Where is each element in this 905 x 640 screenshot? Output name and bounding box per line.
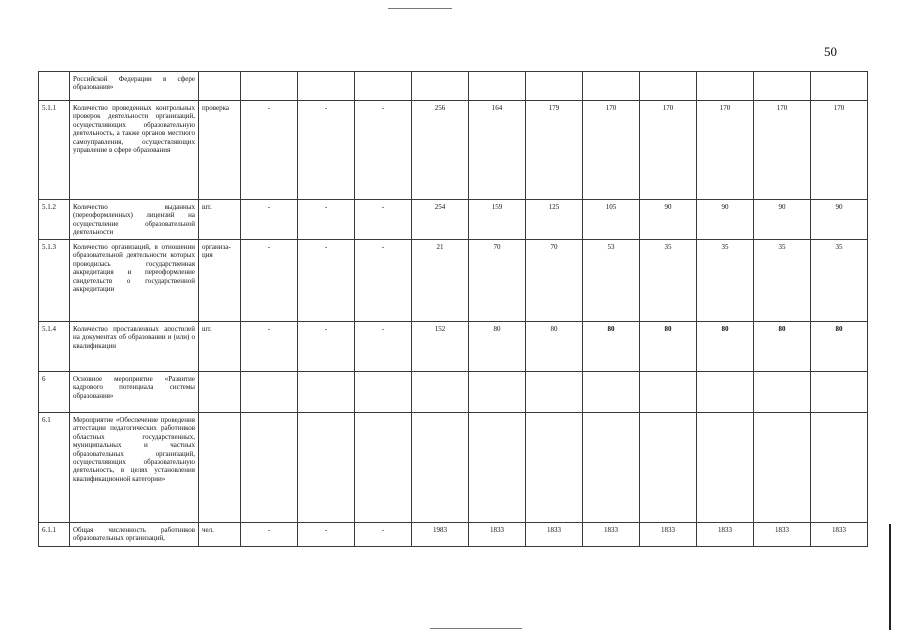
- value-cell: [298, 413, 355, 523]
- unit-cell: [199, 72, 241, 101]
- value-cell: [469, 372, 526, 413]
- scan-artifact-right-edge: [889, 524, 891, 630]
- table-body: [39, 72, 868, 547]
- table-row: [39, 101, 868, 200]
- value-cell: -: [298, 200, 355, 240]
- value-cell: [412, 413, 469, 523]
- row-number-cell: 6.1.1: [39, 523, 70, 547]
- unit-cell: проверка: [199, 101, 241, 200]
- value-cell: [526, 72, 583, 101]
- scan-artifact-line-top: [388, 8, 452, 9]
- value-cell: -: [298, 322, 355, 372]
- value-cell: 90: [640, 200, 697, 240]
- value-cell: [640, 413, 697, 523]
- value-cell: [298, 372, 355, 413]
- value-cell: 170: [640, 101, 697, 200]
- value-cell: [583, 72, 640, 101]
- indicator-name-cell: Количество проставленных апостилей на документах об образовании и (или) о квалификации: [70, 322, 199, 372]
- value-cell: 80: [754, 322, 811, 372]
- row-number-cell: 6.1: [39, 413, 70, 523]
- value-cell: -: [241, 240, 298, 322]
- value-cell: [754, 72, 811, 101]
- indicator-name-cell: Общая численность работников образовательных организаций,: [70, 523, 199, 547]
- value-cell: 164: [469, 101, 526, 200]
- value-cell: -: [241, 101, 298, 200]
- value-cell: 35: [640, 240, 697, 322]
- value-cell: [469, 72, 526, 101]
- indicators-table: [38, 71, 868, 547]
- value-cell: 1833: [526, 523, 583, 547]
- value-cell: 35: [811, 240, 868, 322]
- value-cell: -: [355, 240, 412, 322]
- value-cell: -: [355, 322, 412, 372]
- value-cell: 1833: [697, 523, 754, 547]
- scan-artifact-line-bottom: [430, 628, 522, 629]
- value-cell: [241, 372, 298, 413]
- indicator-name-cell: Основное мероприятие «Развитие кадрового потенциала системы образования»: [70, 372, 199, 413]
- value-cell: 125: [526, 200, 583, 240]
- value-cell: [697, 72, 754, 101]
- value-cell: -: [241, 322, 298, 372]
- value-cell: [754, 372, 811, 413]
- indicator-name-cell: Количество организаций, в отношении образовательной деятельности которых проводилась государственная аккредитация и переоформление свидетельств о государственной аккредитации: [70, 240, 199, 322]
- value-cell: 179: [526, 101, 583, 200]
- value-cell: 21: [412, 240, 469, 322]
- value-cell: 80: [469, 322, 526, 372]
- value-cell: [697, 372, 754, 413]
- value-cell: -: [355, 200, 412, 240]
- value-cell: 80: [811, 322, 868, 372]
- value-cell: 170: [754, 101, 811, 200]
- value-cell: [355, 72, 412, 101]
- value-cell: -: [298, 523, 355, 547]
- table-row: [39, 322, 868, 372]
- value-cell: 53: [583, 240, 640, 322]
- value-cell: [811, 413, 868, 523]
- value-cell: [640, 372, 697, 413]
- value-cell: 90: [754, 200, 811, 240]
- value-cell: 170: [811, 101, 868, 200]
- value-cell: -: [298, 240, 355, 322]
- indicator-name-cell: Количество выданных (переоформленных) лицензий на осуществление образовательной деятельности: [70, 200, 199, 240]
- table-row: [39, 372, 868, 413]
- value-cell: [241, 413, 298, 523]
- value-cell: -: [355, 523, 412, 547]
- value-cell: 1833: [811, 523, 868, 547]
- value-cell: 1983: [412, 523, 469, 547]
- value-cell: [355, 372, 412, 413]
- unit-cell: шт.: [199, 200, 241, 240]
- row-number-cell: 5.1.2: [39, 200, 70, 240]
- indicator-name-cell: Мероприятие «Обеспечение проведения аттестации педагогических работников областных государственных, муниципальных и частных образовательных организаций, осуществляющих образовательную деятельность, в целях установления квалификационной категории»: [70, 413, 199, 523]
- value-cell: -: [298, 101, 355, 200]
- value-cell: 105: [583, 200, 640, 240]
- value-cell: 80: [697, 322, 754, 372]
- value-cell: [412, 372, 469, 413]
- value-cell: 256: [412, 101, 469, 200]
- value-cell: 80: [640, 322, 697, 372]
- value-cell: 159: [469, 200, 526, 240]
- value-cell: [811, 72, 868, 101]
- value-cell: 170: [697, 101, 754, 200]
- value-cell: -: [241, 523, 298, 547]
- value-cell: 80: [583, 322, 640, 372]
- row-number-cell: 5.1.1: [39, 101, 70, 200]
- value-cell: 1833: [583, 523, 640, 547]
- value-cell: [412, 72, 469, 101]
- value-cell: -: [241, 200, 298, 240]
- table-row: [39, 200, 868, 240]
- row-number-cell: 5.1.4: [39, 322, 70, 372]
- value-cell: [526, 372, 583, 413]
- value-cell: 254: [412, 200, 469, 240]
- table-row: [39, 240, 868, 322]
- value-cell: 70: [526, 240, 583, 322]
- value-cell: 152: [412, 322, 469, 372]
- value-cell: [811, 372, 868, 413]
- value-cell: [754, 413, 811, 523]
- unit-cell: [199, 372, 241, 413]
- value-cell: 70: [469, 240, 526, 322]
- table-row: [39, 72, 868, 101]
- value-cell: [298, 72, 355, 101]
- row-number-cell: 5.1.3: [39, 240, 70, 322]
- value-cell: [355, 413, 412, 523]
- value-cell: [697, 413, 754, 523]
- unit-cell: [199, 413, 241, 523]
- table-row: [39, 523, 868, 547]
- value-cell: -: [355, 101, 412, 200]
- value-cell: [583, 372, 640, 413]
- value-cell: [469, 413, 526, 523]
- value-cell: 1833: [640, 523, 697, 547]
- indicator-name-cell: Количество проведенных контрольных проверок деятельности организаций, осуществляющих образовательную деятельность, а также органов местного самоуправления, осуществляющих управление в сфере образования: [70, 101, 199, 200]
- value-cell: [526, 413, 583, 523]
- row-number-cell: 6: [39, 372, 70, 413]
- value-cell: [640, 72, 697, 101]
- page-number: 50: [824, 44, 837, 59]
- value-cell: 170: [583, 101, 640, 200]
- value-cell: [241, 72, 298, 101]
- unit-cell: чел.: [199, 523, 241, 547]
- table-row: [39, 413, 868, 523]
- value-cell: 1833: [469, 523, 526, 547]
- unit-cell: организа-ция: [199, 240, 241, 322]
- value-cell: 90: [811, 200, 868, 240]
- value-cell: 80: [526, 322, 583, 372]
- row-number-cell: [39, 72, 70, 101]
- unit-cell: шт.: [199, 322, 241, 372]
- value-cell: 90: [697, 200, 754, 240]
- value-cell: [583, 413, 640, 523]
- value-cell: 1833: [754, 523, 811, 547]
- value-cell: 35: [754, 240, 811, 322]
- value-cell: 35: [697, 240, 754, 322]
- indicator-name-cell: Российской Федерации в сфере образования»: [70, 72, 199, 101]
